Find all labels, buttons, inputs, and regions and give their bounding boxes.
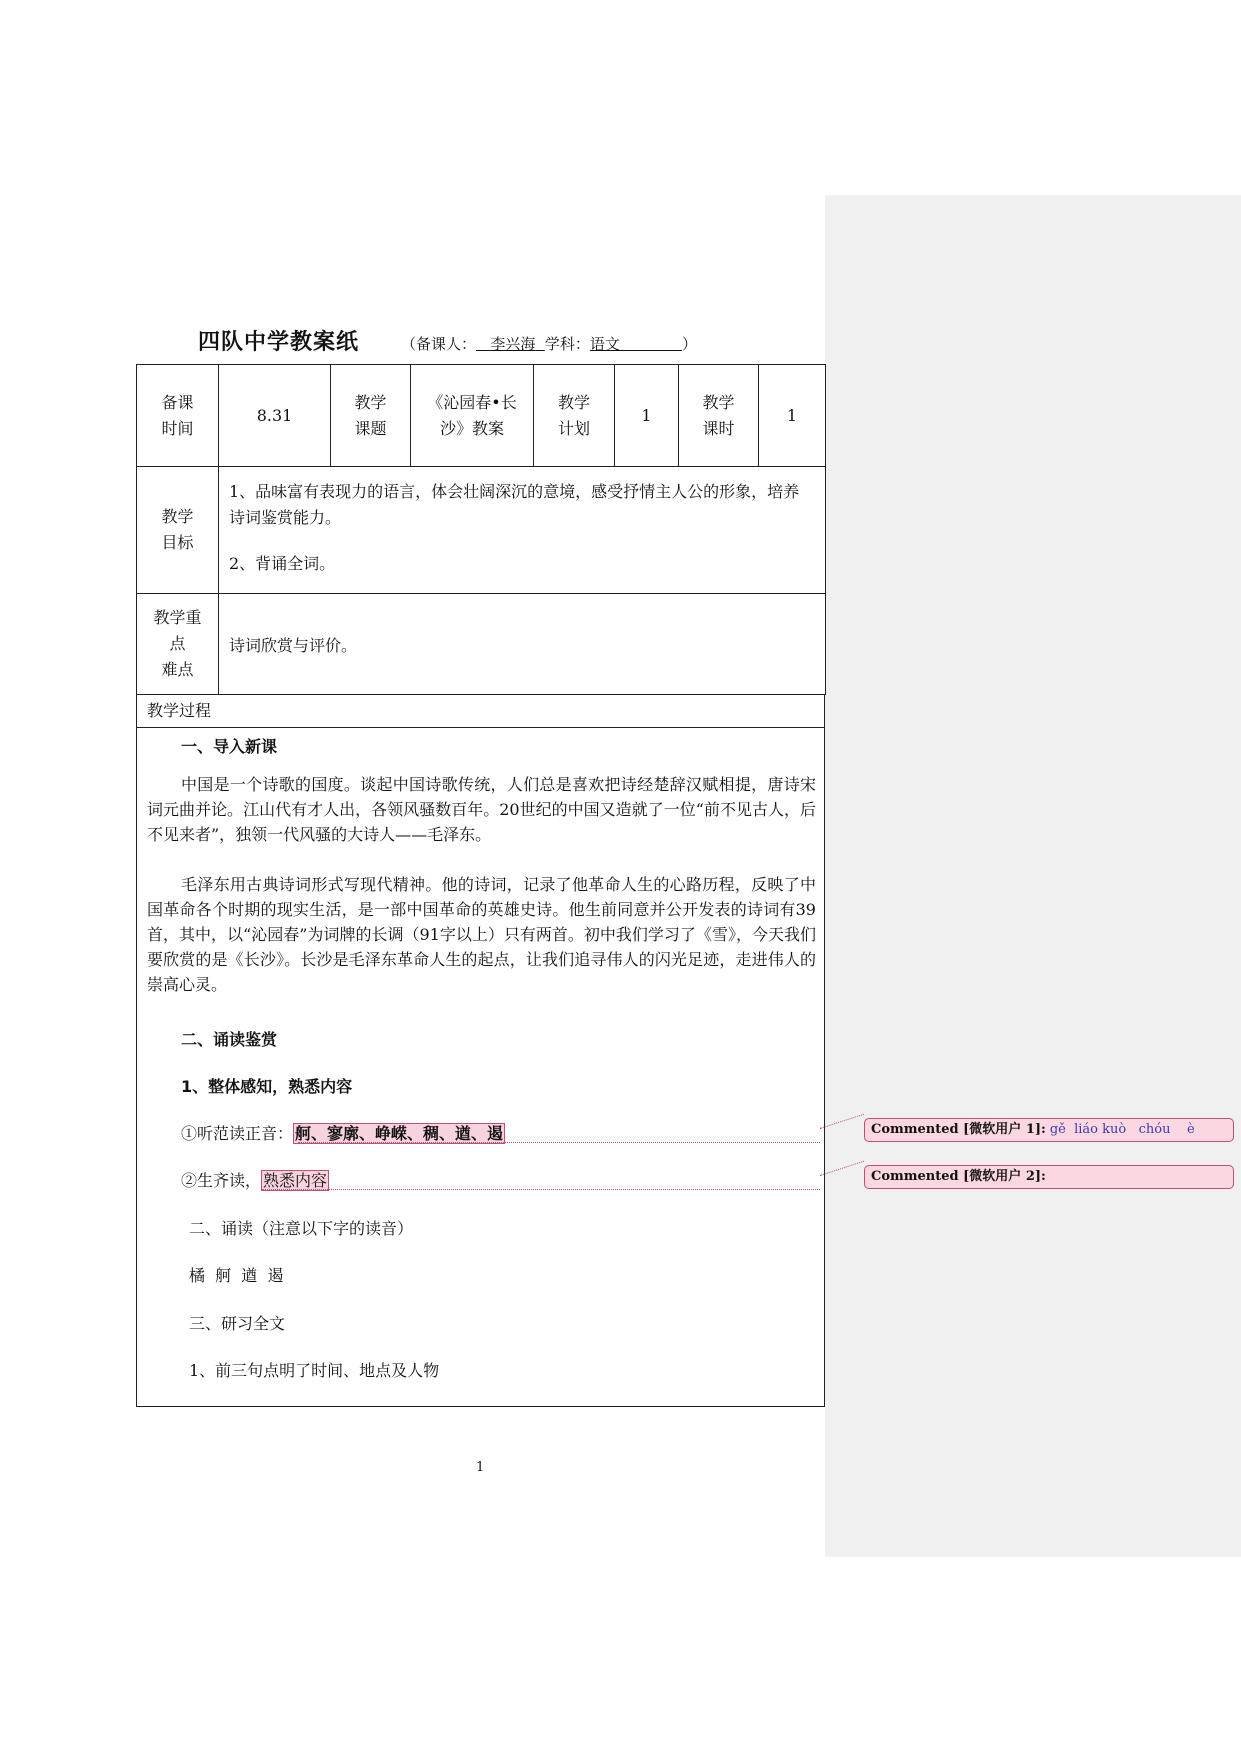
teacher-gap-2 bbox=[535, 335, 545, 353]
chars-line: 橘 舸 遒 遏 bbox=[189, 1266, 284, 1285]
comment-title: Commented [微软用户 1]: bbox=[871, 1122, 1046, 1137]
comment-leader-1 bbox=[298, 1142, 820, 1143]
header bbox=[198, 325, 697, 361]
sub1-heading: 1、整体感知，熟悉内容 bbox=[181, 1077, 353, 1096]
comment-text: gě liáo kuò chóu è bbox=[1049, 1122, 1195, 1137]
plan-value: 1 bbox=[615, 365, 679, 467]
study-line: 三、研习全文 bbox=[189, 1314, 286, 1333]
header-meta bbox=[401, 333, 697, 354]
hours-label: 教学 课时 bbox=[679, 365, 759, 467]
process-label: 教学过程 bbox=[136, 694, 825, 728]
read-line bbox=[181, 1168, 329, 1191]
goals-cell bbox=[219, 467, 826, 594]
comment-pane bbox=[825, 195, 1241, 1557]
comment-anchor-2[interactable]: 熟悉内容 bbox=[263, 1171, 328, 1190]
prep-time-label: 备课 时间 bbox=[137, 365, 219, 467]
teacher-name: 李兴海 bbox=[490, 335, 536, 353]
meta-open: （备课人： bbox=[401, 335, 477, 353]
prep-time-value: 8.31 bbox=[219, 365, 331, 467]
key-value: 诗词欣赏与评价。 bbox=[219, 594, 826, 695]
section1-heading: 一、导入新课 bbox=[181, 737, 278, 756]
subject-gap bbox=[620, 335, 682, 353]
point-line: 1、前三句点明了时间、地点及人物 bbox=[189, 1361, 440, 1380]
topic-label: 教学 课题 bbox=[331, 365, 411, 467]
subject-name: 语文 bbox=[589, 335, 620, 353]
meta-close: ） bbox=[681, 335, 697, 353]
comment-anchor-1[interactable]: 舸、寥廓、峥嵘、稠、遒、遏 bbox=[295, 1124, 504, 1143]
hours-value: 1 bbox=[759, 365, 826, 467]
topic-value: 《沁园春•长 沙》教案 bbox=[411, 365, 534, 467]
goal-item: 2、背诵全词。 bbox=[229, 554, 336, 573]
teacher-gap bbox=[476, 335, 490, 353]
comment-balloon-1[interactable] bbox=[864, 1118, 1234, 1142]
key-label: 教学重 点 难点 bbox=[137, 594, 219, 695]
read-prefix: ②生齐读， bbox=[181, 1171, 262, 1190]
section2-heading: 二、诵读鉴赏 bbox=[181, 1030, 278, 1049]
info-table bbox=[136, 364, 826, 695]
comment-balloon-2[interactable] bbox=[864, 1165, 1234, 1189]
listen-prefix: ①听范读正音： bbox=[181, 1124, 294, 1143]
process-body bbox=[136, 728, 825, 1407]
recite-line: 二、诵读（注意以下字的读音） bbox=[189, 1219, 414, 1238]
background-paragraph: 毛泽东用古典诗词形式写现代精神。他的诗词，记录了他革命人生的心路历程，反映了中国革命各个时期的现实生活，是一部中国革命的英雄史诗。他生前同意并公开发表的诗词有39首，其中，以“沁园春”为词牌的长调（91字以上）只有两首。初中我们学习了《雪》，今天我们要欣赏的是《长沙》。长沙是毛泽东革命人生的起点，让我们追寻伟人的闪光足迹，走进伟人的崇高心灵。 bbox=[147, 875, 816, 994]
comment-title: Commented [微软用户 2]: bbox=[871, 1169, 1046, 1184]
plan-label: 教学 计划 bbox=[534, 365, 615, 467]
goals-label: 教学 目标 bbox=[137, 467, 219, 594]
subject-label: 学科： bbox=[544, 335, 590, 353]
page-number: 1 bbox=[476, 1460, 485, 1475]
intro-paragraph: 中国是一个诗歌的国度。谈起中国诗歌传统，人们总是喜欢把诗经楚辞汉赋相提，唐诗宋词元曲并论。江山代有才人出，各领风骚数百年。20世纪的中国又造就了一位“前不见古人，后不见来者”，独领一代风骚的大诗人——毛泽东。 bbox=[147, 775, 816, 844]
goal-item: 1、品味富有表现力的语言，体会壮阔深沉的意境，感受抒情主人公的形象，培养诗词鉴赏能力。 bbox=[229, 482, 800, 527]
page-title: 四队中学教案纸 bbox=[198, 330, 360, 355]
comment-leader-2 bbox=[262, 1189, 820, 1190]
listen-line bbox=[181, 1121, 505, 1144]
